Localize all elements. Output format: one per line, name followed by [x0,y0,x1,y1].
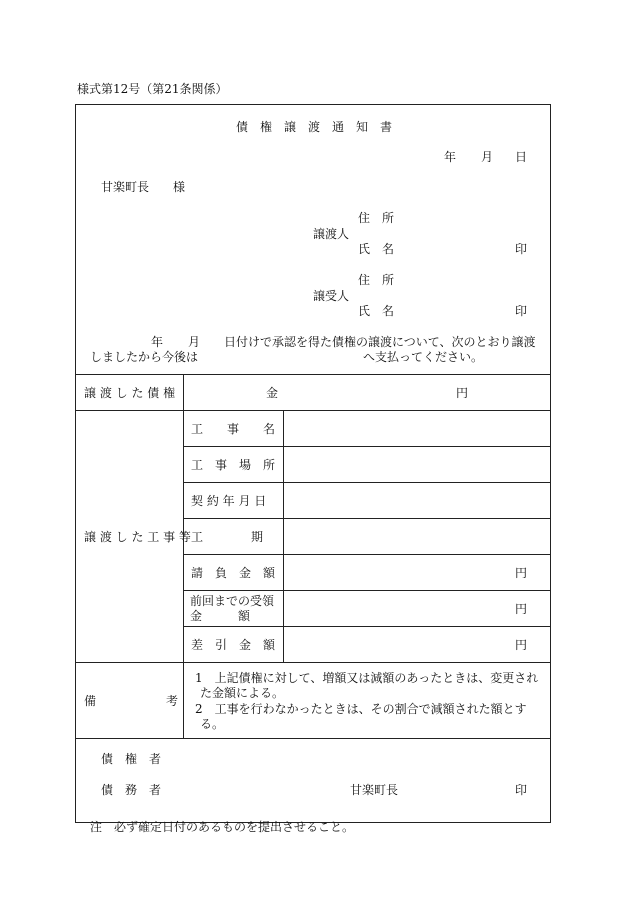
body-year: 年 [151,335,164,349]
assignor-name-label: 氏 名 [358,242,395,256]
assignee-seal: 印 [515,304,528,318]
work-row-label: 工 事 場 所 [191,458,276,472]
divider-work-4 [183,554,551,555]
assignor-role: 譲渡人 [313,227,350,241]
body-line2-start: しましたから今後は [90,350,199,364]
divider-work-5 [183,590,551,591]
work-row-label: 請 負 金 額 [191,566,276,580]
assignee-role: 譲受人 [313,289,350,303]
footnote: 注 必ず確定日付のあるものを提出させること。 [90,820,355,834]
remark-2-line1: 2 工事を行わなかったときは、その割合で減額された額とす [195,702,527,716]
date-year: 年 [444,150,457,164]
date-month: 月 [481,150,494,164]
assignee-address-label: 住 所 [358,273,395,287]
divider-work-2 [183,482,551,483]
divider-claim [75,410,551,411]
body-line1: 日付けで承認を得た債権の譲渡について、次のとおり譲渡 [224,335,536,349]
remarks-label-left: 備 [84,694,97,708]
form-title: 債 権 譲 渡 通 知 書 [236,120,393,134]
divider-remarks [75,738,551,739]
work-section-label: 譲 渡 し た 工 事 等 [84,530,191,544]
creditor-label: 債 権 者 [101,752,162,766]
work-row-label: 工 期 [191,530,264,544]
divider-work-end [75,662,551,663]
work-row-unit: 円 [515,566,528,580]
body-month: 月 [188,335,201,349]
assignor-address-label: 住 所 [358,211,395,225]
work-row-label: 工 事 名 [191,422,276,436]
work-row-label-line2: 金 額 [190,609,251,623]
body-line2-end: へ支払ってください。 [363,350,484,364]
remarks-label-right: 考 [166,694,179,708]
debtor-name: 甘楽町長 [350,783,399,797]
date-day: 日 [515,150,528,164]
work-row-unit: 円 [515,602,528,616]
divider-work-3 [183,518,551,519]
work-row-label: 契 約 年 月 日 [191,494,267,508]
assignor-seal: 印 [515,242,528,256]
debtor-seal: 印 [515,783,528,797]
column-divider-work [283,410,284,662]
remark-1-line2: た金額による。 [200,686,285,700]
work-row-unit: 円 [515,638,528,652]
debtor-label: 債 務 者 [101,783,162,797]
divider-header [75,374,551,375]
remark-1-line1: 1 上記債権に対して、増額又は減額のあったときは、変更され [195,671,539,685]
assignee-name-label: 氏 名 [358,304,395,318]
claim-label: 譲 渡 し た 債 権 [84,386,176,400]
column-divider-left [183,374,184,738]
form-number: 様式第12号（第21条関係） [77,82,228,96]
divider-work-1 [183,446,551,447]
work-row-label-line1: 前回までの受領 [190,594,275,608]
claim-unit: 円 [456,386,469,400]
divider-work-6 [183,626,551,627]
addressee: 甘楽町長 様 [101,180,186,194]
claim-currency-prefix: 金 [266,386,279,400]
remark-2-line2: る。 [200,717,225,731]
work-row-label: 差 引 金 額 [191,638,276,652]
